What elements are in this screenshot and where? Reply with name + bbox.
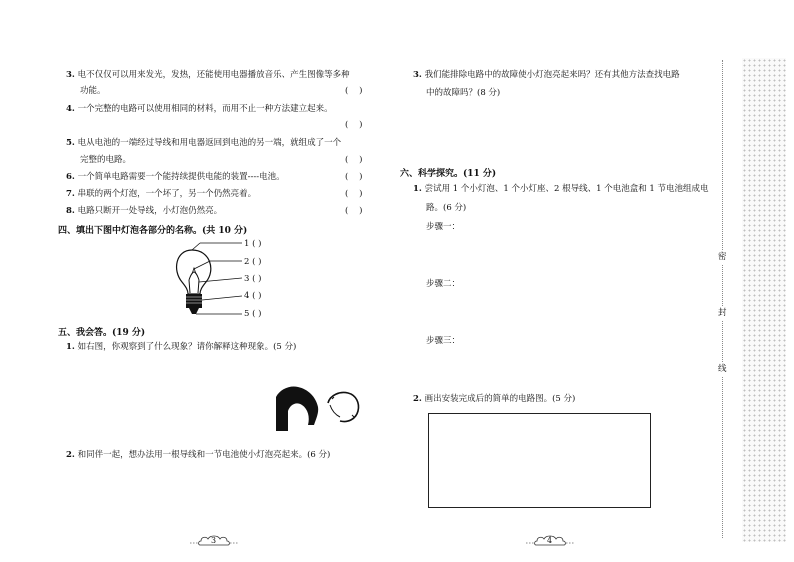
answer-paren[interactable]: ( ) bbox=[345, 155, 363, 165]
question-4 bbox=[66, 104, 333, 115]
answer-paren[interactable]: ( ) bbox=[345, 206, 363, 216]
seal-char-feng: 封 bbox=[718, 306, 727, 321]
answer-paren[interactable]: ( ) bbox=[345, 120, 363, 130]
binding-line bbox=[722, 60, 723, 538]
question-number: 8. bbox=[66, 206, 75, 216]
seal-char-xian: 线 bbox=[718, 362, 727, 377]
answer-paren[interactable]: ( ) bbox=[345, 189, 363, 199]
question-number: 1. bbox=[66, 342, 75, 352]
right-question-3-line2: 中的故障吗？(8 分) bbox=[426, 88, 501, 98]
bulb-label-5[interactable]: 5 ( ) bbox=[244, 309, 262, 319]
section-4-title: 四、填出下图中灯泡各部分的名称。(共 10 分) bbox=[58, 226, 248, 236]
seal-strip bbox=[742, 58, 786, 542]
right-question-3 bbox=[413, 70, 680, 81]
question-number: 7. bbox=[66, 189, 75, 199]
question-number: 6. bbox=[66, 172, 75, 182]
section-5-question-1 bbox=[66, 342, 296, 353]
question-text: 电路只断开一处导线，小灯泡仍然亮。 bbox=[77, 206, 223, 216]
section-6-question-1 bbox=[413, 184, 709, 195]
page-number-left: 3 bbox=[211, 536, 217, 545]
light-bulb-diagram bbox=[170, 238, 242, 320]
answer-paren[interactable]: ( ) bbox=[345, 172, 363, 182]
question-text: 尝试用 1 个小灯泡、1 个小灯座、2 根导线、1 个电池盒和 1 节电池组成电 bbox=[424, 184, 709, 194]
question-text: 如右图，你观察到了什么现象？请你解释这种现象。(5 分) bbox=[77, 342, 297, 352]
answer-paren[interactable]: ( ) bbox=[345, 86, 363, 96]
question-8 bbox=[66, 206, 222, 217]
question-text: 一个完整的电路可以使用相同的材料，而用不止一种方法建立起来。 bbox=[77, 104, 333, 114]
question-6 bbox=[66, 172, 285, 183]
observation-figure bbox=[268, 385, 368, 431]
page-number-right: 4 bbox=[547, 536, 553, 545]
bulb-label-2[interactable]: 2 ( ) bbox=[244, 257, 262, 267]
section-5-question-2 bbox=[66, 450, 330, 461]
section-6-question-2 bbox=[413, 394, 575, 405]
question-3 bbox=[66, 70, 350, 81]
question-3-line2: 功能。 bbox=[80, 86, 106, 96]
question-number: 3. bbox=[413, 70, 422, 80]
question-text: 一个简单电路需要一个能持续提供电能的装置----电池。 bbox=[77, 172, 285, 182]
section-6-question-1-line2: 路。(6 分) bbox=[426, 203, 467, 213]
question-number: 4. bbox=[66, 104, 75, 114]
bulb-label-4[interactable]: 4 ( ) bbox=[244, 291, 262, 301]
question-7 bbox=[66, 189, 256, 200]
step-two-label: 步骤二： bbox=[426, 279, 461, 289]
question-text: 和同伴一起，想办法用一根导线和一节电池使小灯泡亮起来。(6 分) bbox=[77, 450, 331, 460]
circuit-drawing-box[interactable] bbox=[428, 413, 651, 508]
bulb-label-3[interactable]: 3 ( ) bbox=[244, 274, 262, 284]
question-text: 电从电池的一端经过导线和用电器返回到电池的另一端，就组成了一个 bbox=[77, 138, 342, 148]
question-5-line2: 完整的电路。 bbox=[80, 155, 132, 165]
step-one-label: 步骤一： bbox=[426, 222, 461, 232]
question-number: 1. bbox=[413, 184, 422, 194]
bulb-label-1[interactable]: 1 ( ) bbox=[244, 239, 262, 249]
step-three-label: 步骤三： bbox=[426, 336, 461, 346]
question-5 bbox=[66, 138, 341, 149]
section-5-title: 五、我会答。(19 分) bbox=[58, 328, 146, 338]
question-text: 串联的两个灯泡，一个坏了，另一个仍然亮着。 bbox=[77, 189, 257, 199]
question-number: 2. bbox=[66, 450, 75, 460]
question-number: 2. bbox=[413, 394, 422, 404]
question-text: 我们能排除电路中的故障使小灯泡亮起来吗？还有其他方法查找电路 bbox=[424, 70, 680, 80]
section-6-title: 六、科学探究。(11 分) bbox=[400, 169, 497, 179]
question-number: 5. bbox=[66, 138, 75, 148]
question-number: 3. bbox=[66, 70, 75, 80]
question-text: 画出安装完成后的简单的电路图。(5 分) bbox=[424, 394, 576, 404]
seal-char-mi: 密 bbox=[718, 250, 727, 265]
question-text: 电不仅仅可以用来发光，发热，还能使用电器播放音乐、产生图像等多种 bbox=[77, 70, 350, 80]
